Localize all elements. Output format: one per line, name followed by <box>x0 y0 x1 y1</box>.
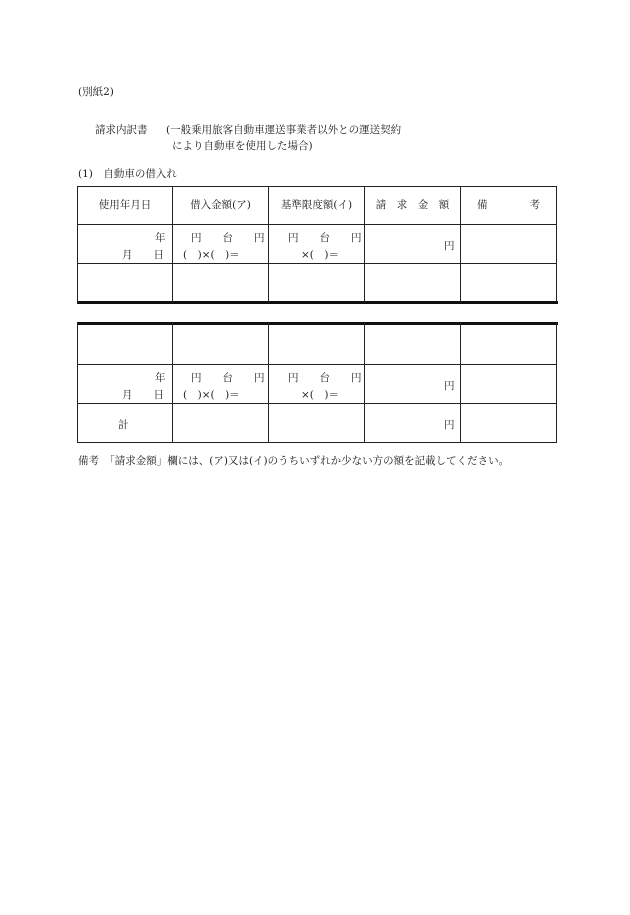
date-month-day-label: 月 日 <box>122 249 164 261</box>
total-yen: 円 <box>444 419 455 431</box>
subtitle-line-2: により自動車を使用した場合) <box>172 140 313 152</box>
header-borrow-amount: 借入金額(ア) <box>190 199 251 211</box>
header-usage-date: 使用年月日 <box>98 199 152 211</box>
total-label: 計 <box>118 419 129 431</box>
date-year-label: 年 <box>155 232 166 244</box>
limit-formula: ×( )＝ <box>301 389 339 401</box>
limit-units: 円 台 円 <box>288 232 362 244</box>
break-line-bottom <box>77 322 558 325</box>
break-line-top <box>77 301 558 304</box>
section-heading: (1) 自動車の借入れ <box>78 168 177 180</box>
date-month-day-label: 月 日 <box>122 389 164 401</box>
document-title: 請求内訳書 <box>95 124 148 136</box>
date-year-label: 年 <box>155 372 166 384</box>
subtitle-line-1: (一般乗用旅客自動車運送事業者以外との運送契約 <box>166 124 402 136</box>
borrow-formula: ( )×( )＝ <box>183 389 240 401</box>
limit-formula: ×( )＝ <box>301 249 339 261</box>
borrow-units: 円 台 円 <box>191 372 265 384</box>
claim-yen: 円 <box>444 380 455 392</box>
header-remarks: 備 考 <box>477 199 540 211</box>
borrow-formula: ( )×( )＝ <box>183 249 240 261</box>
header-limit-amount: 基準限度額(イ) <box>280 199 353 211</box>
attachment-label: (別紙2) <box>78 86 114 98</box>
claim-yen: 円 <box>444 240 455 252</box>
remarks-note: 備考 「請求金額」欄には、(ア)又は(イ)のうちいずれか少ない方の額を記載してください。 <box>78 455 510 467</box>
limit-units: 円 台 円 <box>288 372 362 384</box>
borrow-units: 円 台 円 <box>191 232 265 244</box>
header-claim-amount: 請 求 金 額 <box>375 199 450 211</box>
